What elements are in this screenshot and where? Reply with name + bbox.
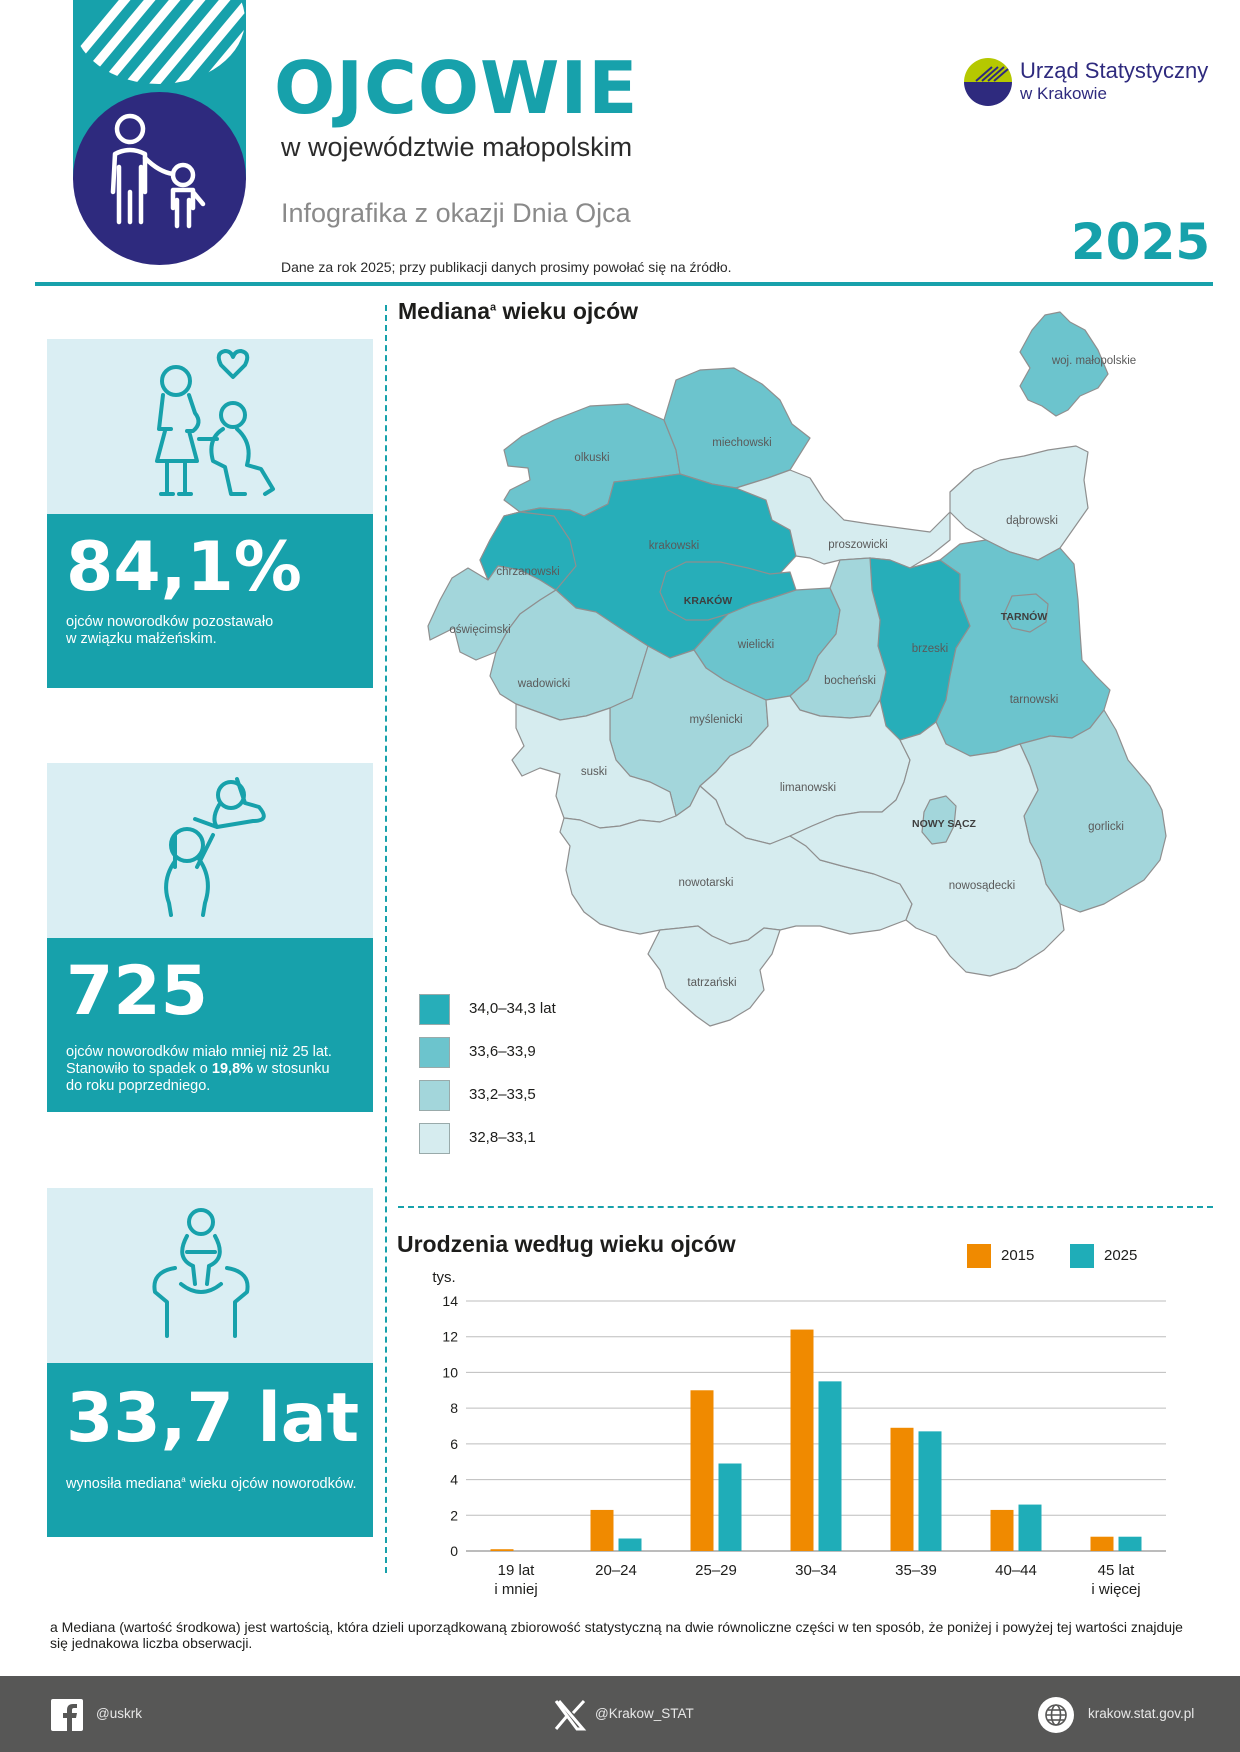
stat-panel-young bbox=[47, 938, 373, 1112]
bar-2025-5 bbox=[1019, 1505, 1042, 1551]
map-label-nowotarski: nowotarski bbox=[678, 877, 734, 889]
x-tick-label: 45 lat bbox=[1097, 1562, 1135, 1579]
stat-panel-marriage bbox=[47, 514, 373, 688]
map-label-chrzanowski: chrzanowski bbox=[496, 566, 560, 578]
stat-desc-line: ojców noworodków miało mniej niż 25 lat. bbox=[66, 1044, 332, 1060]
map-title-text: Mediana bbox=[398, 298, 491, 324]
map-label-wojewodztwo: woj. małopolskie bbox=[1051, 355, 1137, 367]
bar-2015-3 bbox=[791, 1330, 814, 1551]
y-tick-label: 4 bbox=[450, 1471, 458, 1488]
stat-desc-text: wynosiła mediana bbox=[66, 1475, 182, 1492]
stat-desc-text: wieku ojców noworodków. bbox=[185, 1475, 357, 1492]
data-source-note: Dane za rok 2025; przy publikacji danych prosimy powołać się na źródło. bbox=[281, 259, 732, 275]
column-divider bbox=[385, 305, 387, 1573]
page-subtitle: w województwie małopolskim bbox=[281, 132, 633, 162]
map-region-tatrzanski bbox=[648, 926, 780, 1026]
map-label-proszowicki: proszowicki bbox=[828, 539, 888, 551]
map-region-tarnowski bbox=[936, 540, 1110, 756]
child-on-shoulders-icon bbox=[47, 1188, 373, 1363]
bar-2025-1 bbox=[619, 1539, 642, 1552]
stat-desc-line: do roku poprzedniego. bbox=[66, 1078, 211, 1094]
stat-desc-line: ojców noworodków pozostawało bbox=[66, 614, 274, 630]
map-label-miechowski: miechowski bbox=[712, 437, 772, 449]
y-axis-unit: tys. bbox=[432, 1269, 456, 1286]
y-tick-label: 14 bbox=[442, 1293, 458, 1309]
bar-2015-6 bbox=[1091, 1537, 1114, 1551]
legend-label: 32,8–33,1 bbox=[469, 1129, 536, 1146]
facebook-icon bbox=[50, 1698, 84, 1732]
x-logo-icon bbox=[553, 1698, 587, 1732]
stat-desc-text: Stanowiło to spadek o bbox=[66, 1061, 212, 1077]
stat-icon-panel-marriage bbox=[47, 339, 373, 514]
stat-desc-text: w stosunku bbox=[253, 1061, 330, 1077]
stat-icon-panel-median bbox=[47, 1188, 373, 1363]
x-tick-label: i więcej bbox=[1091, 1581, 1141, 1598]
bar-2025-4 bbox=[919, 1431, 942, 1551]
map-label-olkuski: olkuski bbox=[574, 452, 610, 464]
x-tick-label: 20–24 bbox=[595, 1562, 637, 1579]
map-label-tarnowski: tarnowski bbox=[1009, 694, 1059, 706]
stat-panel-median bbox=[47, 1363, 373, 1537]
x-tick-label: i mniej bbox=[494, 1581, 538, 1598]
bar-2015-4 bbox=[891, 1428, 914, 1551]
x-tick-label: 35–39 bbox=[895, 1562, 937, 1579]
map-label-gorlicki: gorlicki bbox=[1088, 821, 1124, 833]
legend-label: 2015 bbox=[1001, 1247, 1035, 1264]
y-tick-label: 10 bbox=[442, 1364, 458, 1381]
bar-2025-3 bbox=[819, 1381, 842, 1551]
map-label-bochenski: bocheński bbox=[824, 675, 876, 687]
logo-name-line2: w Krakowie bbox=[1020, 84, 1107, 103]
x-tick-label: 40–44 bbox=[995, 1562, 1037, 1579]
map-title-text: wieku ojców bbox=[496, 298, 639, 324]
page-title: OJCOWIE bbox=[274, 46, 639, 130]
y-tick-label: 6 bbox=[450, 1435, 458, 1452]
footnote-marker: a bbox=[490, 301, 497, 314]
y-tick-label: 8 bbox=[450, 1400, 458, 1417]
map-label-tarnow: TARNÓW bbox=[1000, 611, 1048, 623]
pregnant-couple-icon bbox=[47, 339, 373, 514]
logo-name-line1: Urząd Statystyczny bbox=[1020, 58, 1209, 83]
bar-2025-2 bbox=[719, 1464, 742, 1552]
map-label-nowosadecki: nowosądecki bbox=[948, 880, 1016, 892]
legend-swatch bbox=[419, 1037, 450, 1068]
stat-icon-panel-young bbox=[47, 763, 373, 938]
x-tick-label: 25–29 bbox=[695, 1562, 737, 1579]
globe-icon bbox=[1037, 1696, 1075, 1734]
stat-value-marriage: 84,1% bbox=[66, 528, 302, 607]
stat-desc-marriage bbox=[66, 614, 273, 648]
map-region-miechowski bbox=[664, 368, 810, 488]
legend-swatch bbox=[419, 1080, 450, 1111]
map-label-nowy-sacz: NOWY SĄCZ bbox=[912, 818, 976, 830]
chart-title: Urodzenia według wieku ojców bbox=[397, 1231, 736, 1257]
choropleth-map bbox=[410, 300, 1190, 1040]
father-and-child-emblem bbox=[73, 92, 246, 265]
section-divider bbox=[398, 1206, 1213, 1208]
occasion-text: Infografika z okazji Dnia Ojca bbox=[281, 198, 631, 228]
legend-label: 33,6–33,9 bbox=[469, 1043, 536, 1060]
legend-swatch bbox=[419, 1123, 450, 1154]
legend-label: 2025 bbox=[1104, 1247, 1138, 1264]
bar-2015-0 bbox=[491, 1549, 514, 1551]
map-label-krakow: KRAKÓW bbox=[683, 595, 733, 607]
y-tick-label: 2 bbox=[450, 1507, 458, 1524]
x-handle: @Krakow_STAT bbox=[595, 1706, 694, 1721]
x-tick-label: 19 lat bbox=[497, 1562, 535, 1579]
map-label-suski: suski bbox=[580, 766, 608, 778]
stat-desc-line: w związku małżeńskim. bbox=[66, 631, 217, 647]
bar-2015-1 bbox=[591, 1510, 614, 1551]
bar-2015-2 bbox=[691, 1390, 714, 1551]
bar-2025-6 bbox=[1119, 1537, 1142, 1551]
y-tick-label: 0 bbox=[450, 1543, 458, 1559]
legend-label: 33,2–33,5 bbox=[469, 1086, 536, 1103]
stat-desc-highlight: 19,8% bbox=[211, 1061, 254, 1077]
legend-swatch bbox=[419, 994, 450, 1025]
stat-value-median: 33,7 lat bbox=[66, 1379, 360, 1458]
map-label-wielicki: wielicki bbox=[737, 639, 775, 651]
footer-bar bbox=[0, 1676, 1240, 1752]
legend-label: 34,0–34,3 lat bbox=[469, 1000, 556, 1017]
stat-desc-median bbox=[66, 1471, 357, 1493]
map-label-myslenicki: myślenicki bbox=[689, 714, 743, 726]
map-label-wadowicki: wadowicki bbox=[517, 678, 571, 690]
x-tick-label: 30–34 bbox=[795, 1562, 837, 1579]
stat-desc-line bbox=[66, 1061, 332, 1078]
footnote-marker: a bbox=[181, 1475, 186, 1484]
bar-chart bbox=[400, 1240, 1180, 1610]
map-label-limanowski: limanowski bbox=[779, 782, 837, 794]
map-label-tatrzanski: tatrzański bbox=[687, 977, 737, 989]
facebook-handle: @uskrk bbox=[96, 1706, 142, 1721]
map-label-brzeski: brzeski bbox=[911, 643, 949, 655]
y-tick-label: 12 bbox=[442, 1328, 458, 1345]
map-label-oswiecimski: oświęcimski bbox=[449, 624, 511, 636]
header-divider bbox=[35, 282, 1213, 286]
bar-2015-5 bbox=[991, 1510, 1014, 1551]
year-label: 2025 bbox=[1071, 213, 1211, 271]
stat-value-young: 725 bbox=[66, 952, 208, 1031]
map-label-krakowski: krakowski bbox=[648, 540, 700, 552]
website-url: krakow.stat.gov.pl bbox=[1088, 1706, 1195, 1721]
chart-bars bbox=[491, 1330, 1142, 1551]
map-label-dabrowski: dąbrowski bbox=[1006, 515, 1058, 527]
father-lifting-child-icon bbox=[47, 763, 373, 938]
father-child-icon bbox=[73, 92, 246, 265]
stat-desc-young bbox=[66, 1044, 332, 1095]
median-footnote: a Mediana (wartość środkowa) jest wartością, która dzieli uporządkowaną zbiorowość statystyczną na dwie równoliczne części w ten sposób, że poniżej i powyżej tej wartości znajduje się jednakowa liczba obserwacji. bbox=[50, 1619, 1183, 1651]
chart-x-labels bbox=[494, 1562, 1140, 1598]
